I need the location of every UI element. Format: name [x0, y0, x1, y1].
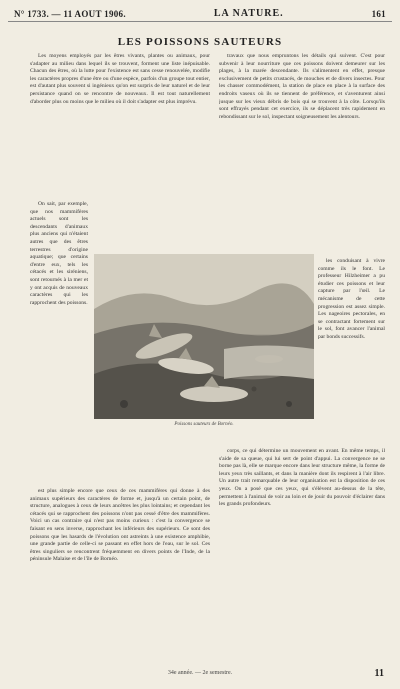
text-column-left-wrap [30, 201, 88, 481]
text-column-left-bottom [30, 488, 210, 658]
paragraph: est plus simple encore que ceux de ces mammifères qui donne à des animaux supérieurs des caractères de forme et, jusqu'à un certain point, de structure, analogues à ceux de leurs ancêtres les plus lointains; et cependant les cétacés qui se rapprochent des poissons n'ont pas cessé d'être des mammifères. Voici un cas contraire qui n'est pas moins curieux : c'est la convergence se faisant en sens inverse, rapprochant les inférieurs des supérieurs. Ce sont des poissons que les hasards de l'évolution ont astreints à une existence amphibie, une grande partie de celle-ci se passant en effet hors de l'eau, sur le sol. Ces êtres singuliers se rencontrent fréquemment en divers points de l'Inde, de la péninsule Malaise et de l'île de Bornéo. [30, 488, 210, 563]
paragraph: Les moyens employés par les êtres vivants, plantes ou animaux, pour s'adapter au milieu dans lequel ils se trouvent, forment une liste inépuisable. Chacun des êtres, où la lutte pour l'existence est sans cesse renouvelée, modifie les caractères propres d'une être ou d'une espèce, parfois d'un groupe tout entier, est d'autant plus souvent si ingénieux qu'on est surpris de leur naturel et de leur persistance quand on se rencontre de nouveaux. Il est tout naturellement d'aborder plus ou moins que le milieu où il doit s'adapter est plus imprévu. [30, 53, 210, 105]
page-number: 161 [371, 9, 386, 19]
engraving-image [94, 254, 314, 419]
text-column-right-top [219, 53, 385, 258]
article-title: LES POISSONS SAUTEURS [117, 36, 283, 48]
illustration-mudskippers [94, 254, 314, 419]
volume-note: 34e année. — 2e semestre. [167, 670, 233, 676]
paragraph: On sait, par exemple, que nos mammifères actuels sont les descendants d'animaux plus anciens qui n'étaient autres que des êtres terrestres d'origine aquatique; que certains d'entre eux, tels les cétacés et les siréniens, sont retournés à la mer et y ont acquis de nouveaux caractères qui les rapprochent des poissons. [30, 201, 88, 306]
paragraph: corps, ce qui détermine un mouvement en avant. En même temps, il s'aide de sa queue, qui lui sert de point d'appui. La convergence ne se borne pas là, elle se marque encore dans leur structure même, la forme de leurs yeux très saillants, et dans la manière dont ils respirent à l'air libre. Un autre trait remarquable de leur organisation est la disposition de ces yeux. On a posé que ces yeux, qui s'élèvent au-dessus de la tête, permettent à l'animal de voir au loin et de jouir du pouvoir d'éclairer dans les grands profondeurs. [219, 448, 385, 508]
running-header [8, 8, 392, 22]
journal-name: LA NATURE. [213, 8, 284, 19]
journal-page [8, 8, 392, 680]
text-column-right-bottom [219, 448, 385, 658]
text-column-left-top [30, 53, 210, 201]
page-footer [8, 670, 392, 680]
signature-number: 11 [374, 668, 384, 679]
paragraph: travaux que nous empruntons les détails qui suivent. C'est pour subvenir à leur nourriture que ces poissons doivent demeurer sur les plages, à la marée descendante. Ils s'alimentent en effet, presque exclusivement de petits crustacés, de mouches et de divers insectes. Pour les chasser commodément, la station de place en place à la surface des endroits vaseux où ils se tiennent de préférence, et s'aventurent ainsi jusque sur les vieux débris de bois qui se trouvent à la côte. Lorsqu'ils sont effrayés pendant cet exercice, ils se déplacent très rapidement en rebondissant sur le sol, inspectant soigneusement les alentours. [219, 53, 385, 120]
figure-caption: Poissons sauteurs de Bornéo. [174, 422, 234, 427]
issue-line: N° 1733. — 11 AOUT 1906. [14, 9, 126, 19]
paragraph: les conduisant à vivre comme ils le font. Le professeur Hilzheimer a pu étudier ces poissons et leur capture par l'œil. Le mécanisme de cette progression est assez simple. Les nageoires pectorales, en se contractant fortement sur le sol, font avancer l'animal par bonds successifs. [318, 258, 385, 340]
